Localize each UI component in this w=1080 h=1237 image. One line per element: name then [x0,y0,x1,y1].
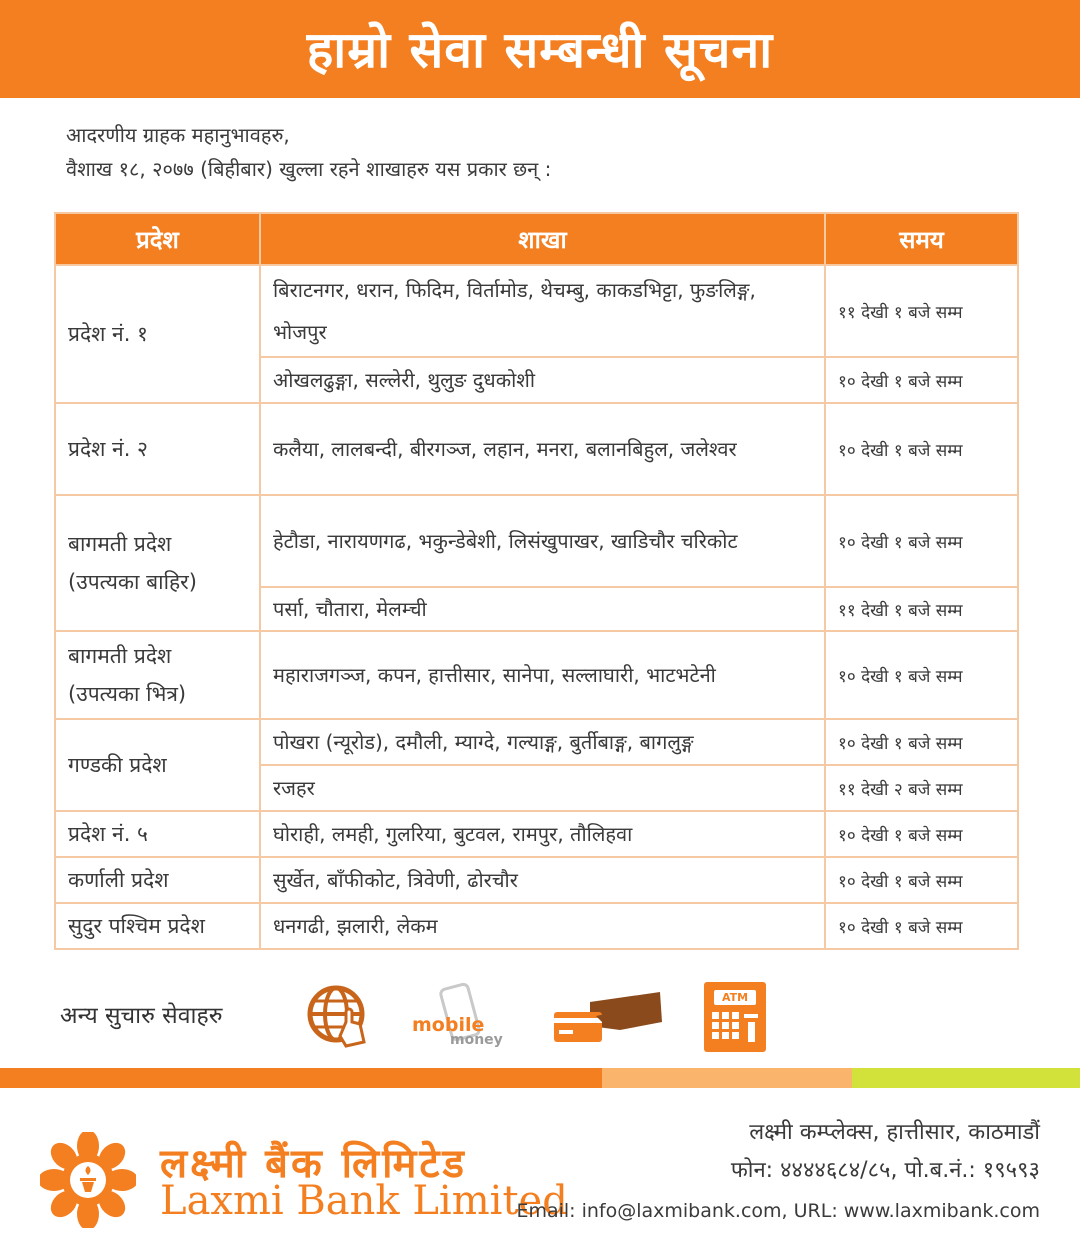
footer-stripe-lime [852,1068,1080,1088]
time-cell: १० देखी १ बजे सम्म [825,495,1018,587]
intro-salutation: आदरणीय ग्राहक महानुभावहरु, [66,123,290,147]
column-header-branch: शाखा [260,213,825,265]
atm-label: ATM [714,990,756,1005]
province-cell: बागमती प्रदेश (उपत्यका भित्र) [55,631,260,719]
time-cell: १० देखी १ बजे सम्म [825,811,1018,857]
bank-name-nepali: लक्ष्मी बैंक लिमिटेड [160,1141,467,1187]
table-row [55,903,1018,949]
time-cell: १० देखी १ बजे सम्म [825,903,1018,949]
table-row [55,719,1018,765]
branch-cell: पोखरा (न्यूरोड), दमौली, म्याग्दे, गल्याङ्ग, बुर्तीबाङ्ग, बागलुङ्ग [260,719,825,765]
intro-text [66,118,551,186]
bank-name-english: Laxmi Bank Limited [160,1178,568,1224]
branch-cell: घोराही, लमही, गुलरिया, बुटवल, रामपुर, तौलिहवा [260,811,825,857]
province-cell: प्रदेश नं. ५ [55,811,260,857]
branch-schedule-table [54,212,1019,950]
header-banner [0,0,1080,98]
province-cell: सुदुर पश्चिम प्रदेश [55,903,260,949]
card-payment-icon [550,982,666,1052]
time-cell: १० देखी १ बजे सम्म [825,857,1018,903]
lotus-logo-icon [40,1132,136,1228]
internet-banking-icon [306,982,374,1052]
table-row [55,857,1018,903]
branch-cell: सुर्खेत, बाँफीकोट, त्रिवेणी, ढोरचौर [260,857,825,903]
phone-pobox: फोन: ४४४४६८४/८५, पो.ब.नं.: १९५९३ [730,1158,1040,1183]
atm-keypad-icon [704,1010,766,1050]
footer-stripe-orange [0,1068,602,1088]
branch-cell: पर्सा, चौतारा, मेलम्ची [260,587,825,631]
email-url: Email: info@laxmibank.com, URL: www.laxmibank.com [516,1200,1040,1222]
branch-cell: धनगढी, झलारी, लेकम [260,903,825,949]
province-cell: कर्णाली प्रदेश [55,857,260,903]
other-services-label: अन्य सुचारु सेवाहरु [60,1003,223,1029]
table-header-row [55,213,1018,265]
page-title: हाम्रो सेवा सम्बन्धी सूचना [306,21,774,79]
branch-cell: बिराटनगर, धरान, फिदिम, विर्तामोड, थेचम्बु, काकडभिट्टा, फुङलिङ्ग, भोजपुर [260,265,825,357]
branch-cell: हेटौडा, नारायणगढ, भकुन्डेबेशी, लिसंखुपाखर, खाडिचौर चरिकोट [260,495,825,587]
branch-cell: कलैया, लालबन्दी, बीरगञ्ज, लहान, मनरा, बलानबिहुल, जलेश्वर [260,403,825,495]
time-cell: १० देखी १ बजे सम्म [825,631,1018,719]
time-cell: ११ देखी २ बजे सम्म [825,765,1018,811]
province-cell: गण्डकी प्रदेश [55,719,260,811]
footer-stripe-light-orange [602,1068,852,1088]
time-cell: ११ देखी १ बजे सम्म [825,265,1018,357]
table-row [55,811,1018,857]
column-header-time: समय [825,213,1018,265]
mobile-money-text-2: money [450,1032,503,1048]
province-cell: बागमती प्रदेश (उपत्यका बाहिर) [55,495,260,631]
time-cell: १० देखी १ बजे सम्म [825,403,1018,495]
address: लक्ष्मी कम्प्लेक्स, हात्तीसार, काठमाडौं [749,1120,1040,1145]
branch-cell: ओखलढुङ्गा, सल्लेरी, थुलुङ दुधकोशी [260,357,825,403]
time-cell: १० देखी १ बजे सम्म [825,357,1018,403]
province-cell: प्रदेश नं. २ [55,403,260,495]
mobile-money-icon [410,982,520,1052]
branch-cell: महाराजगञ्ज, कपन, हात्तीसार, सानेपा, सल्लाघारी, भाटभटेनी [260,631,825,719]
table-row [55,495,1018,587]
mobile-money-text-1: mobile [412,1014,485,1036]
intro-notice: वैशाख १८, २०७७ (बिहीबार) खुल्ला रहने शाखाहरु यस प्रकार छन् : [66,157,552,181]
table-row [55,403,1018,495]
table-row [55,265,1018,357]
province-cell: प्रदेश नं. १ [55,265,260,403]
column-header-province: प्रदेश [55,213,260,265]
table-row [55,631,1018,719]
time-cell: ११ देखी १ बजे सम्म [825,587,1018,631]
branch-cell: रजहर [260,765,825,811]
atm-icon [704,982,766,1052]
time-cell: १० देखी १ बजे सम्म [825,719,1018,765]
